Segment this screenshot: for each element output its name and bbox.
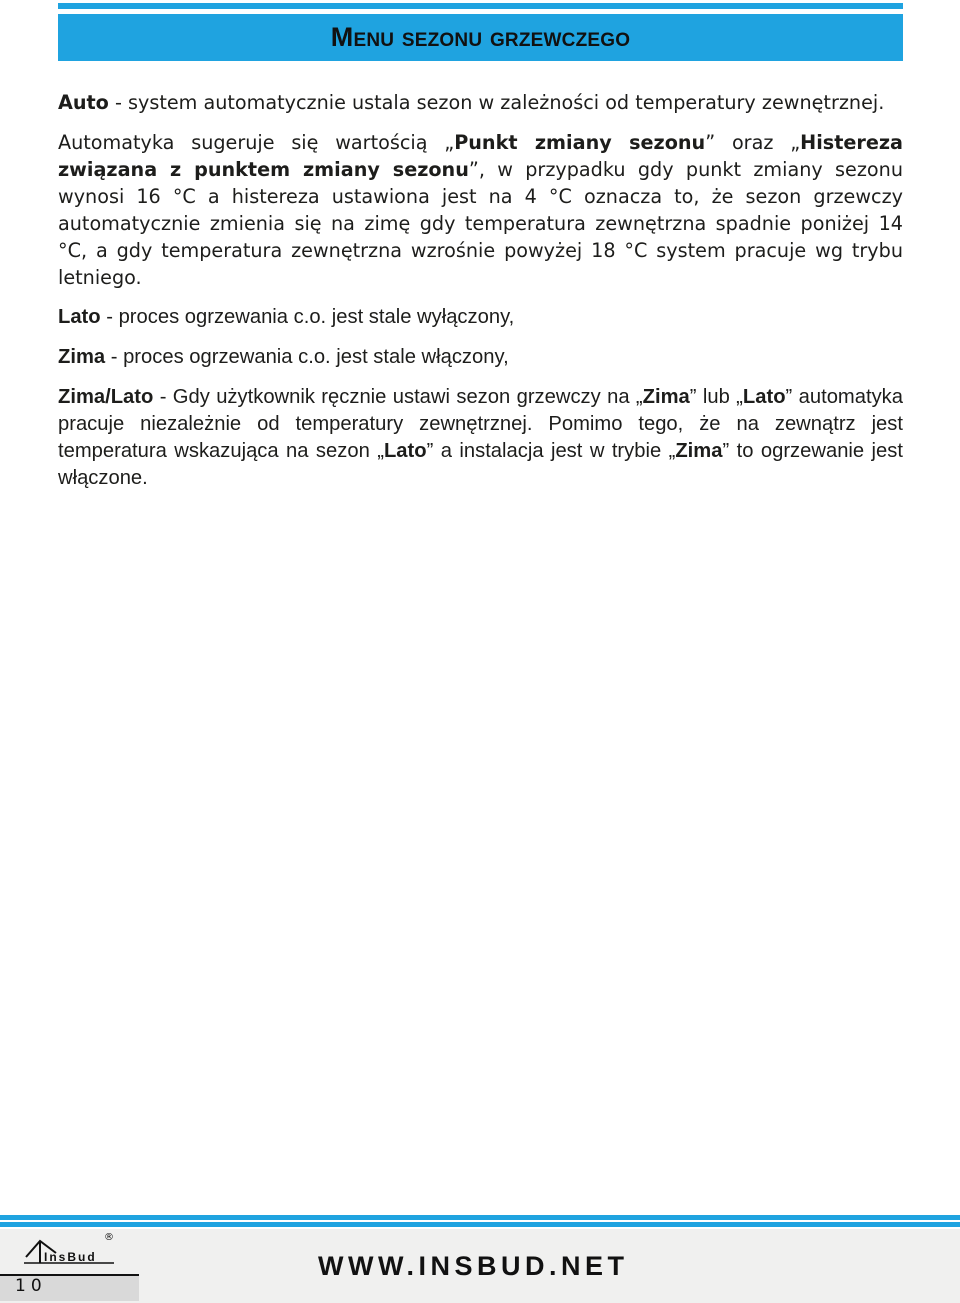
- term-punkt-zmiany: Punkt zmiany sezonu: [454, 131, 706, 154]
- footer-rule: [0, 1222, 960, 1227]
- content: [58, 89, 903, 492]
- text-run: ” a instalacja jest w trybie „: [426, 440, 676, 462]
- term-lato: Lato: [383, 440, 427, 462]
- text-run: ” lub „: [689, 386, 743, 408]
- zima-term: Zima: [58, 346, 106, 368]
- zima-paragraph: [58, 344, 903, 371]
- text-run: ” oraz „: [705, 131, 801, 154]
- auto-term: Auto: [58, 91, 109, 114]
- registered-mark: ®: [104, 1232, 114, 1243]
- top-rule: [58, 3, 903, 9]
- automatyka-paragraph: [58, 129, 903, 291]
- text-run: - Gdy użytkownik ręcznie ustawi sezon grzewczy na „: [153, 386, 643, 408]
- zimalato-term: Zima/Lato: [58, 386, 154, 408]
- text-run: ” to ogrzewanie jest włączone.: [58, 440, 903, 489]
- text-run: Automatyka sugeruje się wartością „: [58, 131, 455, 154]
- page-title: Menu sezonu grzewczego: [330, 22, 631, 52]
- website-link[interactable]: WWW.INSBUD.NET: [318, 1251, 629, 1281]
- text-run: ”, w przypadku gdy punkt zmiany sezonu wynosi 16 °C a histereza ustawiona jest na 4 °C oznacza to, że sezon grzewczy automatycznie zmienia się na zimę gdy temperatura zewnętrzna spadnie poniżej 14 °C, a gdy temperatura zewnętrzna wzrośnie powyżej 18 °C system pracuje wg trybu letniego.: [58, 158, 903, 289]
- footer-rule: [0, 1215, 960, 1220]
- lato-paragraph: [58, 304, 903, 331]
- zima-text: - proces ogrzewania c.o. jest stale włączony,: [105, 346, 509, 368]
- title-bar: [58, 14, 903, 61]
- page-number: 10: [15, 1276, 47, 1296]
- zimalato-paragraph: [58, 384, 903, 492]
- text-run: ” automatyka pracuje niezależnie od temperatury zewnętrznej. Pomimo tego, że na zewnątrz jest temperatura wskazująca na sezon „: [58, 386, 903, 462]
- term-zima: Zima: [675, 440, 723, 462]
- term-histereza: Histereza związana z punktem zmiany sezonu: [58, 131, 903, 181]
- auto-text: - system automatycznie ustala sezon w zależności od temperatury zewnętrznej.: [108, 91, 885, 114]
- term-zima: Zima: [642, 386, 690, 408]
- term-lato: Lato: [742, 386, 786, 408]
- logo-text: InsBud: [44, 1250, 97, 1264]
- lato-term: Lato: [58, 306, 101, 328]
- insbud-logo: [20, 1229, 120, 1271]
- lato-text: - proces ogrzewania c.o. jest stale wyłączony,: [100, 306, 515, 328]
- auto-paragraph: [58, 89, 903, 116]
